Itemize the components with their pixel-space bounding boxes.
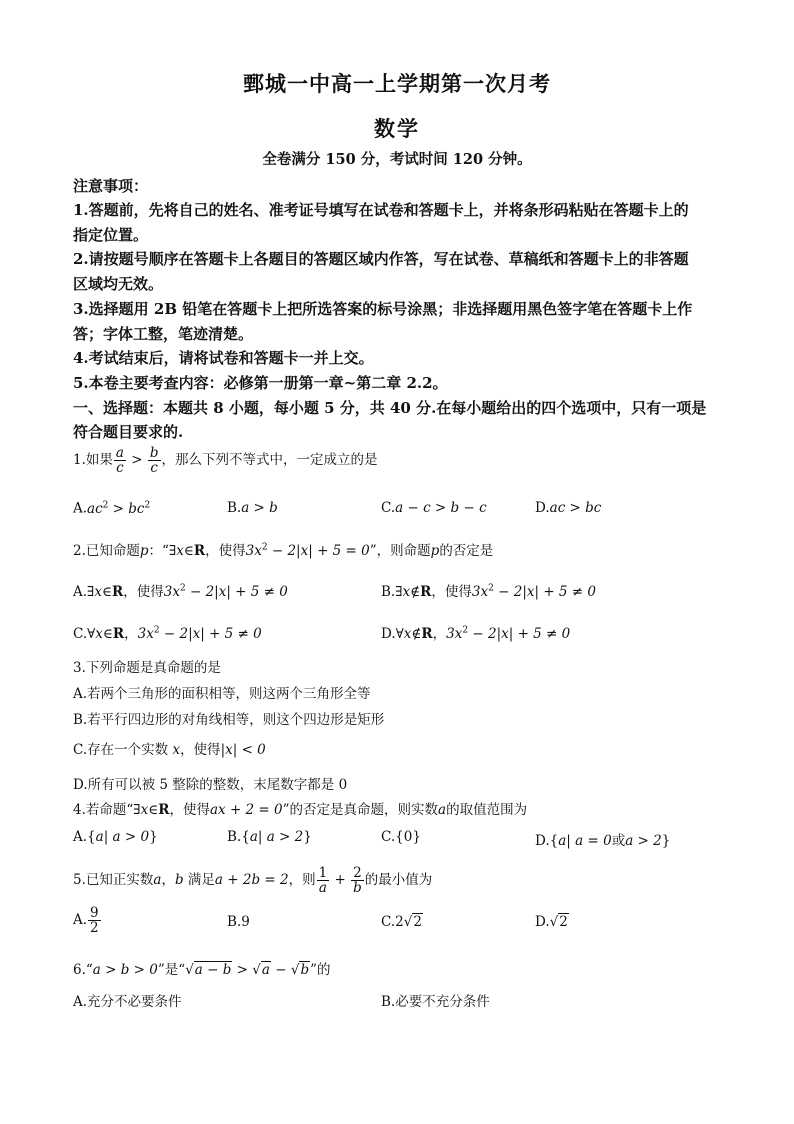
q3-option-a: A.若两个三角形的面积相等，则这两个三角形全等	[73, 686, 371, 702]
q5-option-b: B.9	[227, 914, 250, 930]
question-4-stem: 4.若命题“∃x∈R，使得ax + 2 = 0”的否定是真命题，则实数a的取值范围为	[73, 802, 528, 818]
exam-info: 全卷满分 150 分，考试时间 120 分钟。	[262, 151, 532, 168]
question-6-stem: 6.“a > b > 0”是“√a − b > √a − √b”的	[73, 962, 331, 978]
question-3-stem: 3.下列命题是真命题的是	[73, 660, 221, 676]
q2-option-a: A.∃x∈R，使得$3x^2 - 2|x| + 5 \ne 0$	[73, 583, 288, 600]
note-1-line-1: 1.答题前，先将自己的姓名、准考证号填写在试卷和答题卡上，并将条形码粘贴在答题卡上的	[73, 201, 689, 219]
note-3-line-2: 答；字体工整，笔迹清楚。	[73, 325, 254, 343]
q1-option-b: B.a > b	[227, 500, 278, 516]
q3-option-d: D.所有可以被 5 整除的整数，末尾数字都是 0	[73, 777, 348, 793]
note-1-line-2: 指定位置。	[73, 226, 149, 244]
note-5: 5.本卷主要考查内容：必修第一册第一章~第二章 2.2。	[73, 374, 448, 392]
section-heading-line-2: 符合题目要求的.	[73, 423, 184, 441]
q3-option-b: B.若平行四边形的对角线相等，则这个四边形是矩形	[73, 712, 385, 728]
note-4: 4.考试结束后，请将试卷和答题卡一并上交。	[73, 349, 374, 367]
note-2-line-1: 2.请按题号顺序在答题卡上各题目的答题区域内作答，写在试卷、草稿纸和答题卡上的非答题	[73, 250, 689, 268]
q6-option-a: A.充分不必要条件	[73, 994, 182, 1010]
q5-option-d: D.√2	[535, 914, 568, 930]
q4-option-b: B.{a| a > 2}	[227, 829, 312, 845]
q1-option-c: C.a − c > b − c	[381, 500, 487, 516]
q5-frac-2-over-b: $\frac{2}{b}$	[353, 865, 362, 897]
question-1-stem: 1.如果 $\frac{a}{c}$ > $\frac{b}{c}$ ，那么下列不等式中，一定成立的是	[73, 445, 378, 477]
q5-frac-1-over-a: $\frac{1}{a}$	[318, 865, 328, 897]
q2-option-c: C.∀x∈R，$3x^2 - 2|x| + 5 \ne 0$	[73, 625, 262, 642]
subject-title: 数学	[374, 116, 420, 141]
q1-option-a: $A.ac^2 > bc^2$	[73, 500, 151, 517]
q5-option-c: C.2√2	[381, 914, 422, 930]
q1-suffix: ，那么下列不等式中，一定成立的是	[161, 452, 378, 469]
notes-heading: 注意事项：	[73, 177, 149, 195]
q2-option-d: D.∀x∉R，$3x^2 - 2|x| + 5 \ne 0$	[381, 625, 571, 642]
exam-title: 鄄城一中高一上学期第一次月考	[243, 71, 551, 96]
q4-option-d: D.{a| a = 0或a > 2}	[535, 833, 671, 849]
q5-option-a: A. $\frac{9}{2}$	[73, 905, 99, 937]
q5-frac-9-over-2: $\frac{9}{2}$	[90, 905, 99, 937]
q3-option-c: C.存在一个实数 x，使得|x| < 0	[73, 742, 266, 758]
q4-option-a: A.{a| a > 0}	[73, 829, 158, 845]
note-2-line-2: 区域均无效。	[73, 275, 164, 293]
q1-prefix: 1.如果	[73, 452, 113, 469]
q2-option-b: B.∃x∉R，使得$3x^2 - 2|x| + 5 \ne 0$	[381, 583, 597, 600]
q1-option-d: D.ac > bc	[535, 500, 602, 516]
question-5-stem: 5.已知正实数a，b 满足a + 2b = 2，则 $\frac{1}{a}$ + $\frac{2}{b}$ 的最小值为	[73, 865, 433, 897]
question-2-stem: 2.已知命题p：“∃x∈R，使得$3x^2 - 2|x| + 5 = 0$”，则命题p的否定是	[73, 542, 494, 559]
section-heading-line-1: 一、选择题：本题共 8 小题，每小题 5 分，共 40 分.在每小题给出的四个选项中，只有一项是	[73, 399, 707, 417]
q4-option-c: C.{0}	[381, 829, 421, 845]
q1-frac-b-over-c: $\frac{b}{c}$	[149, 445, 159, 477]
q1-frac-a-over-c: $\frac{a}{c}$	[115, 445, 124, 477]
q6-option-b: B.必要不充分条件	[381, 994, 490, 1010]
note-3-line-1: 3.选择题用 2B 铅笔在答题卡上把所选答案的标号涂黑；非选择题用黑色签字笔在答题卡上作	[73, 300, 693, 318]
